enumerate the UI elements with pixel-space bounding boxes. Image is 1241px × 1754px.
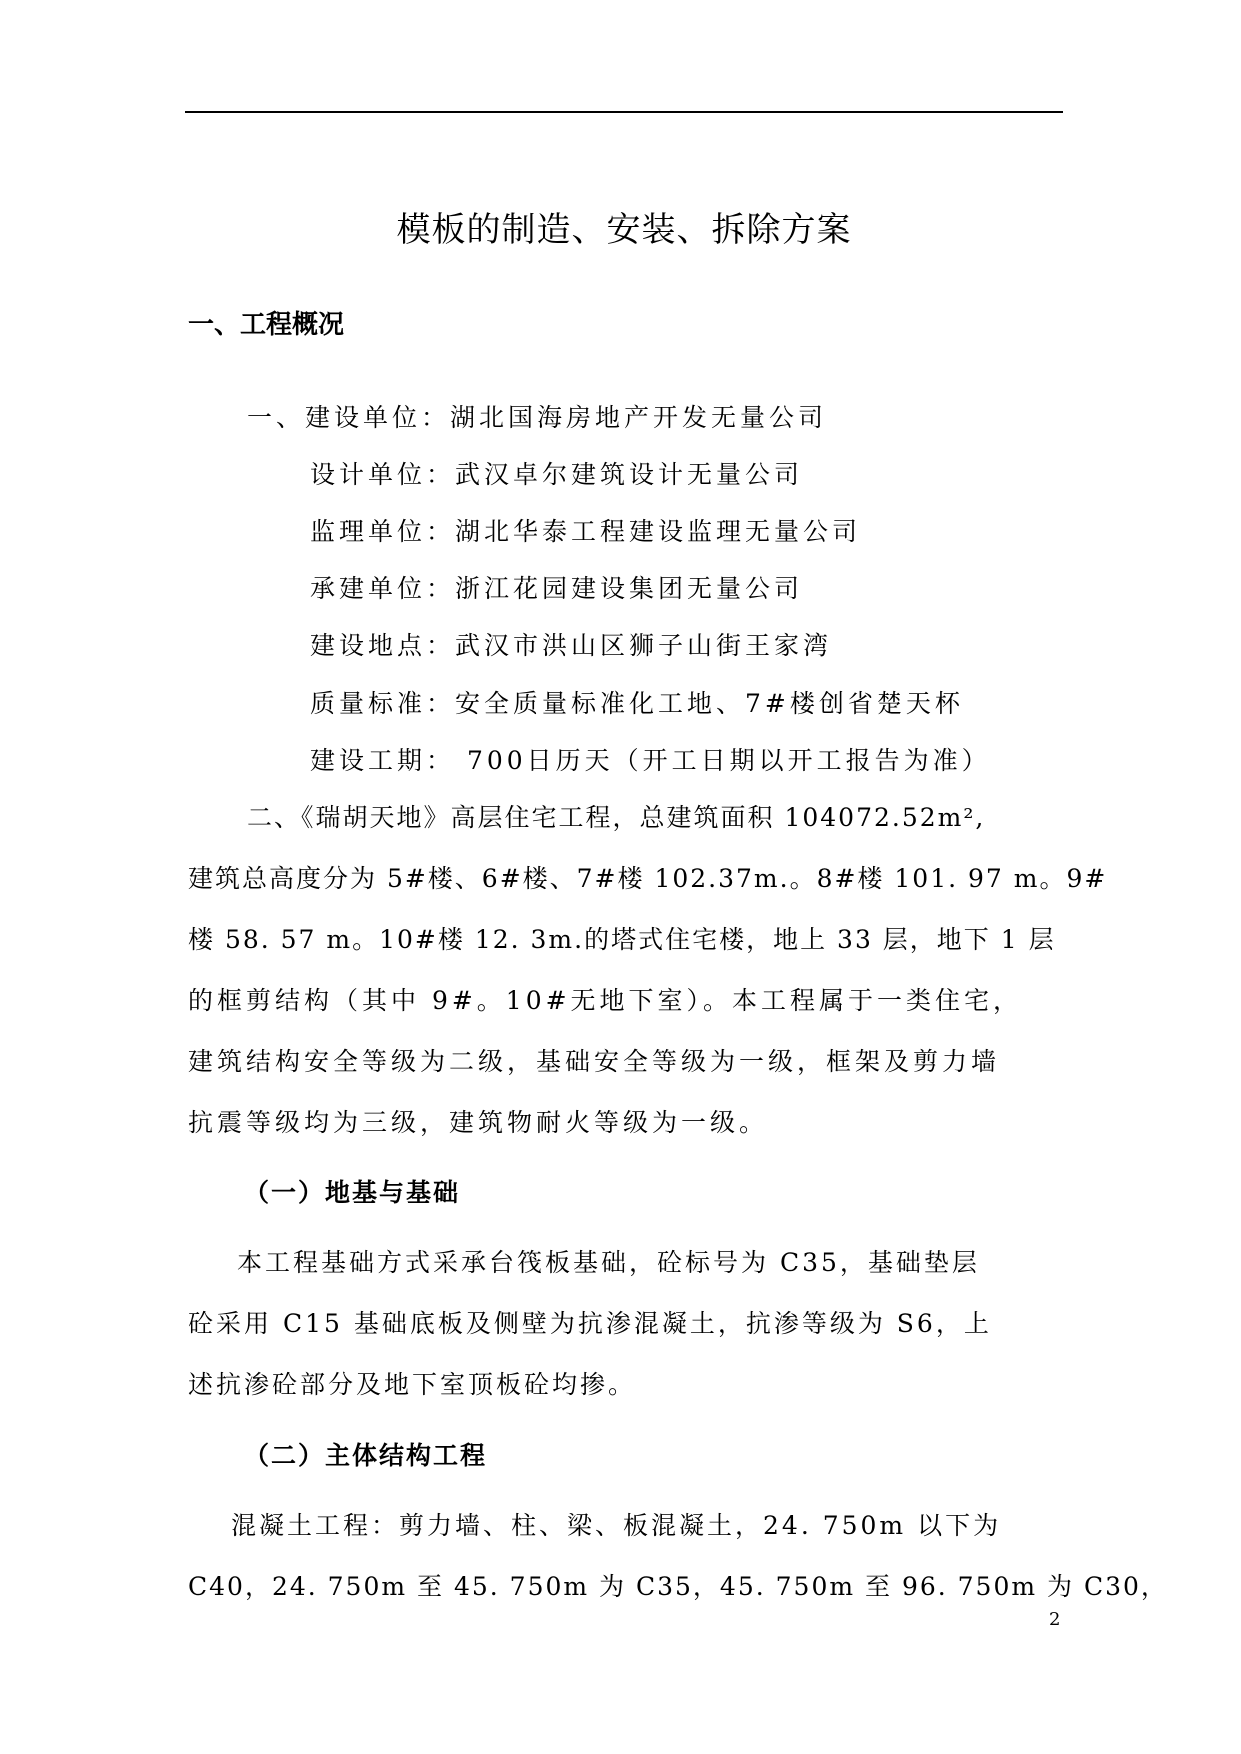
paragraph-line: 楼 58. 57 m。10#楼 12. 3m.的塔式住宅楼，地上 33 层，地下 1 层 [188, 925, 1056, 954]
document-title: 模板的制造、安装、拆除方案 [396, 210, 852, 250]
info-line-location: 建设地点：武汉市洪山区狮子山街王家湾 [310, 631, 833, 660]
header-rule [185, 111, 1063, 113]
paragraph-line: 建筑结构安全等级为二级，基础安全等级为一级，框架及剪力墙 [188, 1047, 1001, 1076]
info-line-quality: 质量标准：安全质量标准化工地、7#楼创省楚天杯 [310, 689, 964, 718]
info-line-builder: 一、建设单位：湖北国海房地产开发无量公司 [247, 403, 828, 432]
paragraph-line: 建筑总高度分为 5#楼、6#楼、7#楼 102.37m.。8#楼 101. 97 m。9# [188, 864, 1108, 893]
paragraph-line: 混凝土工程：剪力墙、柱、梁、板混凝土，24. 750m 以下为 [231, 1511, 1002, 1540]
paragraph-line: 二、《瑞胡天地》高层住宅工程，总建筑面积 104072.52m², [247, 803, 986, 832]
paragraph-line: 本工程基础方式采承台筏板基础，砼标号为 C35，基础垫层 [237, 1248, 980, 1277]
section-heading-overview: 一、工程概况 [188, 310, 345, 340]
info-line-duration: 建设工期： 700日历天（开工日期以开工报告为准） [310, 746, 991, 775]
paragraph-line: 述抗渗砼部分及地下室顶板砼均掺。 [188, 1370, 637, 1399]
paragraph-line: C40，24. 750m 至 45. 750m 为 C35，45. 750m 至 96. 750m 为 C30， [188, 1572, 1168, 1601]
subsection-heading-main-structure: （二）主体结构工程 [244, 1441, 488, 1470]
subsection-heading-foundation: （一）地基与基础 [244, 1178, 461, 1207]
paragraph-line: 抗震等级均为三级，建筑物耐火等级为一级。 [188, 1108, 769, 1137]
info-line-supervisor: 监理单位：湖北华泰工程建设监理无量公司 [310, 517, 862, 546]
info-line-contractor: 承建单位：浙江花园建设集团无量公司 [310, 574, 804, 603]
info-line-designer: 设计单位：武汉卓尔建筑设计无量公司 [310, 460, 804, 489]
paragraph-line: 砼采用 C15 基础底板及侧壁为抗渗混凝土，抗渗等级为 S6，上 [188, 1309, 992, 1338]
page-number: 2 [1049, 1609, 1061, 1630]
paragraph-line: 的框剪结构（其中 9#。10#无地下室）。本工程属于一类住宅， [188, 986, 1023, 1015]
